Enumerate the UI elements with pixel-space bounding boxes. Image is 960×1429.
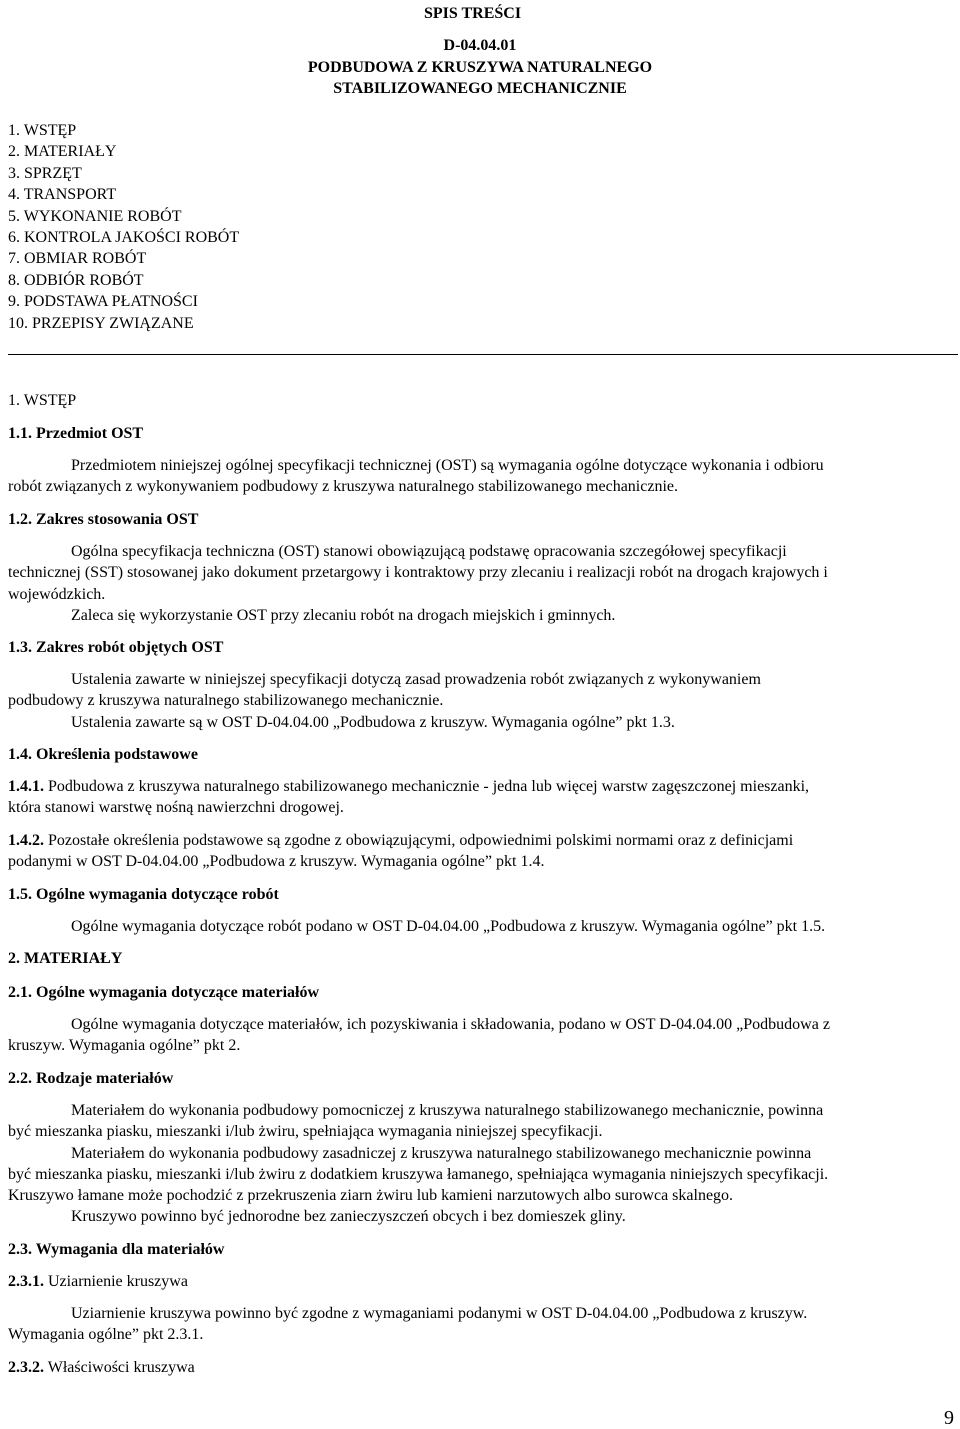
paragraph-2-3-1: Uziarnienie kruszywa powinno być zgodne z wymaganiami podanymi w OST D-04.04.00 „Podbudowa z kruszyw. Wymagania ogólne” pkt 2.3.1. xyxy=(8,1305,808,1344)
toc-item: 5. WYKONANIE ROBÓT xyxy=(8,208,182,225)
toc-heading: SPIS TREŚCI xyxy=(424,5,522,22)
subsubsection-heading-2-3-2: 2.3.2. Właściwości kruszywa xyxy=(8,1359,195,1376)
toc-item: 10. PRZEPISY ZWIĄZANE xyxy=(8,315,194,332)
paragraph-1-4-2: 1.4.2. Pozostałe określenia podstawowe są zgodne z obowiązującymi, odpowiednimi polskimi normami oraz z definicjami podanymi w OST D-04.04.00 „Podbudowa z kruszyw. Wymagania ogólne” pkt 1.4. xyxy=(8,832,794,871)
subsection-heading-2-2: 2.2. Rodzaje materiałów xyxy=(8,1070,174,1087)
toc-item: 6. KONTROLA JAKOŚCI ROBÓT xyxy=(8,229,240,246)
subsubsection-heading-2-3-1: 2.3.1. Uziarnienie kruszywa xyxy=(8,1273,188,1290)
paragraph-2-1: Ogólne wymagania dotyczące materiałów, ich pozyskiwania i składowania, podano w OST D-04.04.00 „Podbudowa z kruszyw. Wymagania ogólne” pkt 2. xyxy=(8,1016,830,1055)
toc-item: 2. MATERIAŁY xyxy=(8,143,117,160)
page-number: 9 xyxy=(944,1407,954,1429)
paragraph-1-3: Ustalenia zawarte w niniejszej specyfikacji dotyczą zasad prowadzenia robót związanych z wykonywaniem podbudowy z kruszywa naturalnego stabilizowanego mechanicznie. Ustalenia zawarte są w OST D-04.04.00 „Podbudowa z kruszyw. Wymagania ogólne” pkt 1.3. xyxy=(8,671,761,731)
subsection-heading-1-2: 1.2. Zakres stosowania OST xyxy=(8,511,199,528)
toc-item: 8. ODBIÓR ROBÓT xyxy=(8,272,144,289)
paragraph-1-4-1: 1.4.1. Podbudowa z kruszywa naturalnego stabilizowanego mechanicznie - jedna lub więcej warstw zagęszczonej mieszanki, która stanowi warstwę nośną nawierzchni drogowej. xyxy=(8,778,810,817)
section-heading-2: 2. MATERIAŁY xyxy=(8,950,123,967)
subsection-heading-2-1: 2.1. Ogólne wymagania dotyczące materiałów xyxy=(8,984,320,1001)
section-divider xyxy=(8,354,958,355)
paragraph-1-2: Ogólna specyfikacja techniczna (OST) stanowi obowiązującą podstawę opracowania szczegółowej specyfikacji technicznej (SST) stosowanej jako dokument przetargowy i kontraktowy przy zlecaniu i realizacji robót na drogach krajowych i wojewódzkich. Zaleca się wykorzystanie OST przy zlecaniu robót na drogach miejskich i gminnych. xyxy=(8,543,828,624)
toc-item: 9. PODSTAWA PŁATNOŚCI xyxy=(8,293,198,310)
subsection-heading-1-3: 1.3. Zakres robót objętych OST xyxy=(8,639,224,656)
toc-item: 3. SPRZĘT xyxy=(8,165,82,182)
paragraph-2-2: Materiałem do wykonania podbudowy pomocniczej z kruszywa naturalnego stabilizowanego mechanicznie, powinna być mieszanka piasku, mieszanki i/lub żwiru, spełniająca wymagania niniejszej specyfikacji. Materiałem do wykonania podbudowy zasadniczej z kruszywa naturalnego stabilizowanego mechanicznie powinna być mieszanka piasku, mieszanki i/lub żwiru z dodatkiem kruszywa łamanego, spełniająca wymagania niniejszych specyfikacji. Kruszywo łamane może pochodzić z przekruszenia ziarn żwiru lub kamieni narzutowych albo surowca skalnego. Kruszywo powinno być jednorodne bez zanieczyszczeń obcych i bez domieszek gliny. xyxy=(8,1102,829,1226)
toc-item: 7. OBMIAR ROBÓT xyxy=(8,250,147,267)
toc-item: 1. WSTĘP xyxy=(8,122,77,139)
spec-title-line2: STABILIZOWANEGO MECHANICZNIE xyxy=(333,80,627,97)
section-heading-1: 1. WSTĘP xyxy=(8,392,77,409)
subsection-heading-1-5: 1.5. Ogólne wymagania dotyczące robót xyxy=(8,886,279,903)
paragraph-1-5: Ogólne wymagania dotyczące robót podano w OST D-04.04.00 „Podbudowa z kruszyw. Wymagania ogólne” pkt 1.5. xyxy=(71,918,826,935)
spec-code: D-04.04.01 xyxy=(443,37,517,54)
subsection-heading-1-1: 1.1. Przedmiot OST xyxy=(8,425,144,442)
toc-item: 4. TRANSPORT xyxy=(8,186,117,203)
subsection-heading-2-3: 2.3. Wymagania dla materiałów xyxy=(8,1241,225,1258)
spec-title-line1: PODBUDOWA Z KRUSZYWA NATURALNEGO xyxy=(307,59,653,76)
paragraph-1-1: Przedmiotem niniejszej ogólnej specyfikacji technicznej (OST) są wymagania ogólne dotyczące wykonania i odbioru robót związanych z wykonywaniem podbudowy z kruszywa naturalnego stabilizowanego mechanicznie. xyxy=(8,457,824,496)
subsection-heading-1-4: 1.4. Określenia podstawowe xyxy=(8,746,198,763)
